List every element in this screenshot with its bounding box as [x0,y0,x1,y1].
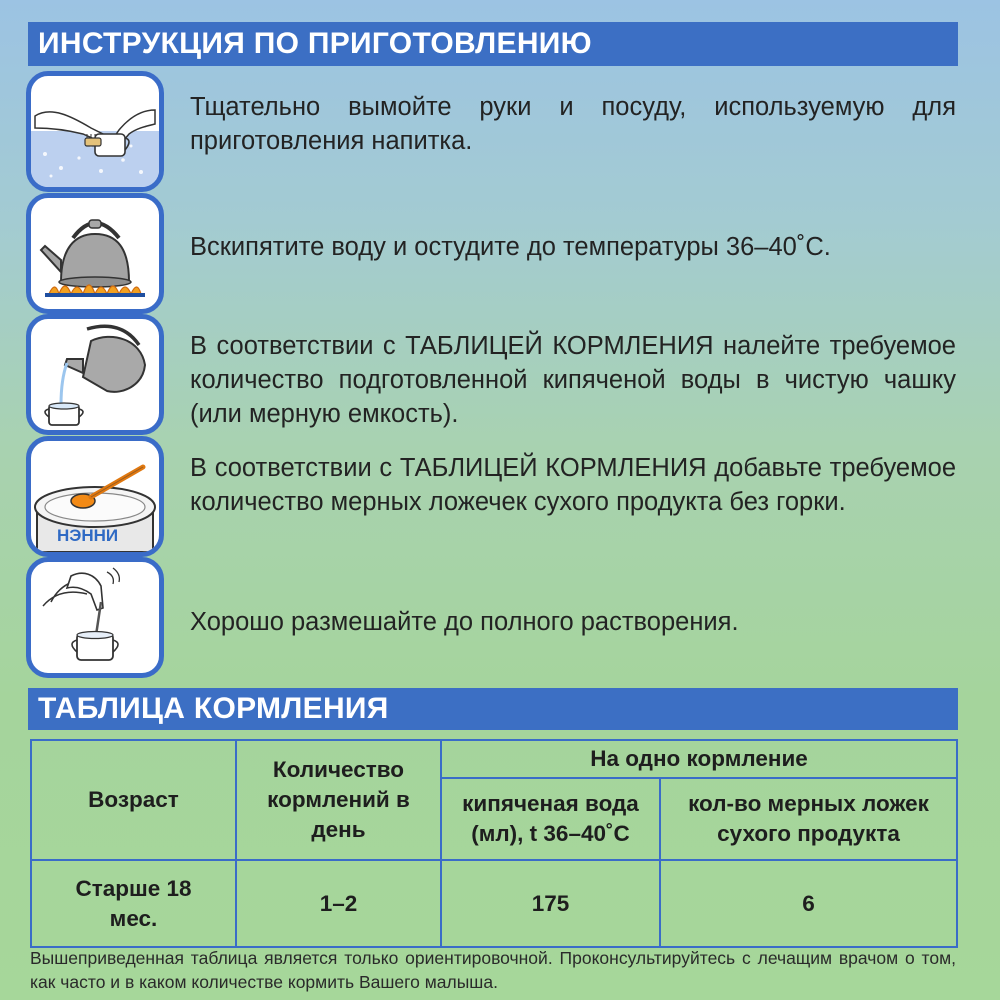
pouring-water-icon [31,319,159,430]
feeding-table [30,739,958,948]
feeding-table-title: ТАБЛИЦА КОРМЛЕНИЯ [28,688,958,730]
cell-water: 175 [441,860,660,947]
can-label: НЭННИ [57,526,119,545]
step-4-image [26,436,164,557]
step-2-text: Вскипятите воду и остудите до температуры 36–40˚C. [190,233,831,261]
washing-hands-icon [31,76,159,187]
header-feedings-per-day: Количество кормлений в день [236,740,441,860]
scoop-from-can-icon [31,441,159,552]
header-per-feeding: На одно кормление [441,740,957,778]
step-3-text: В соответствии с ТАБЛИЦЕЙ КОРМЛЕНИЯ налейте требуемое количество подготовленной кипяченой воды в чистую чашку (или мерную емкость). [190,332,956,428]
step-4-text: В соответствии с ТАБЛИЦЕЙ КОРМЛЕНИЯ добавьте требуемое количество мерных ложечек сухого продукта без горки. [190,454,956,516]
step-1-text: Тщательно вымойте руки и посуду, используемую для приготовления напитка. [190,93,956,155]
header-water: кипяченая вода (мл), t 36–40˚C [441,778,660,860]
table-row [31,860,957,947]
step-2-image [26,193,164,314]
kettle-on-fire-icon [31,198,159,309]
cell-age: Старше 18 мес. [31,860,236,947]
step-5-text: Хорошо размешайте до полного растворения. [190,608,739,636]
disclaimer-note: Вышеприведенная таблица является только ориентировочной. Проконсультируйтесь с лечащим врачом о том, как часто и в каком количестве кормить Вашего малыша. [30,948,956,992]
instructions-title: ИНСТРУКЦИЯ ПО ПРИГОТОВЛЕНИЮ [28,22,958,66]
stirring-cup-icon [31,562,159,673]
cell-scoops: 6 [660,860,957,947]
step-3-image [26,314,164,435]
header-age: Возраст [31,740,236,860]
step-5-image [26,557,164,678]
cell-feedings-per-day: 1–2 [236,860,441,947]
header-scoops: кол-во мерных ложек сухого продукта [660,778,957,860]
step-1-image [26,71,164,192]
